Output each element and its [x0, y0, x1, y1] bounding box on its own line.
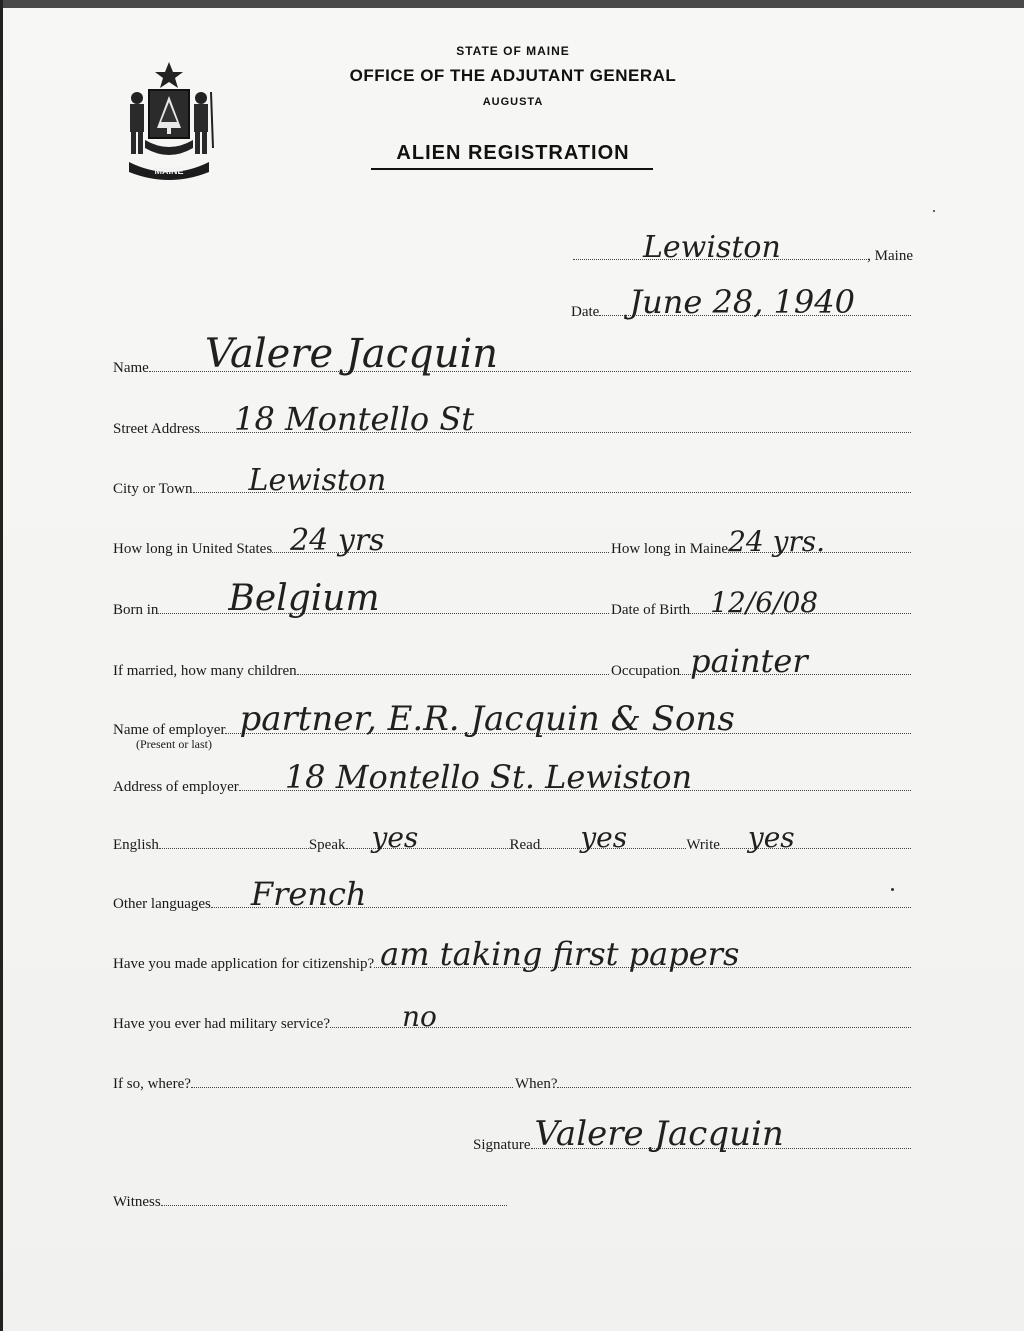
speak-line	[346, 821, 510, 854]
children-label: If married, how many children	[113, 663, 297, 679]
city-line	[193, 463, 911, 498]
speak-label: Speak	[308, 837, 346, 853]
date-row	[571, 283, 911, 321]
street-label: Street Address	[113, 421, 201, 437]
english-row	[113, 821, 911, 854]
street-value[interactable]: 18 Montello St	[234, 400, 475, 438]
place-suffix: , Maine	[867, 248, 913, 264]
name-row	[113, 331, 911, 377]
write-label: Write	[686, 837, 720, 853]
military-row	[113, 1000, 911, 1033]
state-heading: STATE OF MAINE	[456, 44, 570, 58]
where-label: If so, where?	[113, 1076, 191, 1092]
date-of-birth-label: Date of Birth	[611, 602, 691, 618]
other-languages-value[interactable]: French	[250, 875, 367, 913]
witness-line	[161, 1205, 507, 1206]
signature-value[interactable]: Valere Jacquin	[534, 1114, 784, 1154]
witness-row	[113, 1194, 507, 1211]
read-label: Read	[509, 837, 541, 853]
signature-line	[531, 1114, 912, 1154]
date-of-birth-value[interactable]: 12/6/08	[710, 586, 819, 619]
when-row	[515, 1076, 911, 1093]
how-long-maine-row	[611, 525, 911, 558]
employer-value[interactable]: partner, E.R. Jacquin & Sons	[239, 699, 735, 739]
maine-state-seal-icon	[115, 58, 223, 182]
how-long-maine-line	[728, 525, 911, 558]
employer-address-line	[239, 758, 911, 796]
read-line	[540, 821, 686, 854]
military-line	[330, 1000, 911, 1033]
occupation-row	[611, 642, 911, 680]
where-line	[191, 1087, 513, 1088]
english-label: English	[113, 837, 159, 853]
employer-line	[225, 699, 911, 739]
seal-banner-text: MAINE	[154, 166, 184, 176]
date-label: Date	[571, 304, 600, 320]
date-value[interactable]: June 28, 1940	[629, 283, 855, 321]
military-value[interactable]: no	[402, 1000, 437, 1033]
witness-label: Witness	[113, 1194, 161, 1210]
place-row	[573, 230, 913, 265]
title-underline	[371, 168, 653, 170]
born-in-row	[113, 578, 609, 619]
citizenship-value[interactable]: am taking first papers	[380, 935, 740, 973]
english-line	[159, 848, 309, 849]
citizenship-line	[374, 935, 911, 973]
name-line	[149, 331, 911, 377]
how-long-maine-label: How long in Maine	[611, 541, 729, 557]
occupation-label: Occupation	[611, 663, 681, 679]
scan-edge	[3, 0, 1024, 8]
born-in-label: Born in	[113, 602, 159, 618]
citizenship-label: Have you made application for citizenship?	[113, 956, 375, 972]
date-line	[599, 283, 911, 321]
city-value[interactable]: Lewiston	[248, 463, 387, 498]
city-heading: AUGUSTA	[482, 96, 544, 108]
occupation-value[interactable]: painter	[690, 642, 808, 680]
employer-address-row	[113, 758, 911, 796]
when-line	[557, 1087, 911, 1088]
children-row	[113, 663, 609, 680]
office-heading: OFFICE OF THE ADJUTANT GENERAL	[349, 66, 677, 85]
born-in-value[interactable]: Belgium	[228, 578, 380, 619]
how-long-maine-value[interactable]: 24 yrs.	[728, 525, 826, 558]
date-of-birth-line	[690, 586, 911, 619]
date-of-birth-row	[611, 586, 911, 619]
city-label: City or Town	[113, 481, 193, 497]
how-long-us-row	[113, 523, 609, 558]
employer-address-label: Address of employer	[113, 779, 239, 795]
where-row	[113, 1076, 513, 1093]
street-row	[113, 400, 911, 438]
employer-address-value[interactable]: 18 Montello St. Lewiston	[284, 758, 693, 796]
signature-row	[473, 1114, 911, 1154]
read-value[interactable]: yes	[580, 821, 628, 854]
other-languages-line	[211, 875, 911, 913]
write-line	[720, 821, 911, 854]
employer-row	[113, 699, 911, 739]
ink-speck	[891, 888, 894, 891]
when-label: When?	[515, 1076, 558, 1092]
write-value[interactable]: yes	[747, 821, 795, 854]
name-label: Name	[113, 360, 149, 376]
occupation-line	[680, 642, 911, 680]
other-languages-row	[113, 875, 911, 913]
how-long-us-label: How long in United States	[113, 541, 273, 557]
street-line	[200, 400, 911, 438]
name-value[interactable]: Valere Jacquin	[204, 331, 499, 377]
form-title: ALIEN REGISTRATION	[396, 142, 630, 164]
born-in-line	[158, 578, 609, 619]
employer-label: Name of employer	[113, 722, 226, 738]
citizenship-row	[113, 935, 911, 973]
place-value[interactable]: Lewiston	[643, 230, 781, 265]
speak-value[interactable]: yes	[371, 821, 419, 854]
city-row	[113, 463, 911, 498]
ink-speck	[933, 210, 935, 212]
signature-label: Signature	[473, 1137, 531, 1153]
how-long-us-line	[272, 523, 609, 558]
children-line	[297, 674, 609, 675]
how-long-us-value[interactable]: 24 yrs	[290, 523, 385, 558]
place-line	[573, 230, 867, 265]
military-label: Have you ever had military service?	[113, 1016, 330, 1032]
other-languages-label: Other languages	[113, 896, 211, 912]
employer-sublabel: (Present or last)	[136, 737, 212, 751]
